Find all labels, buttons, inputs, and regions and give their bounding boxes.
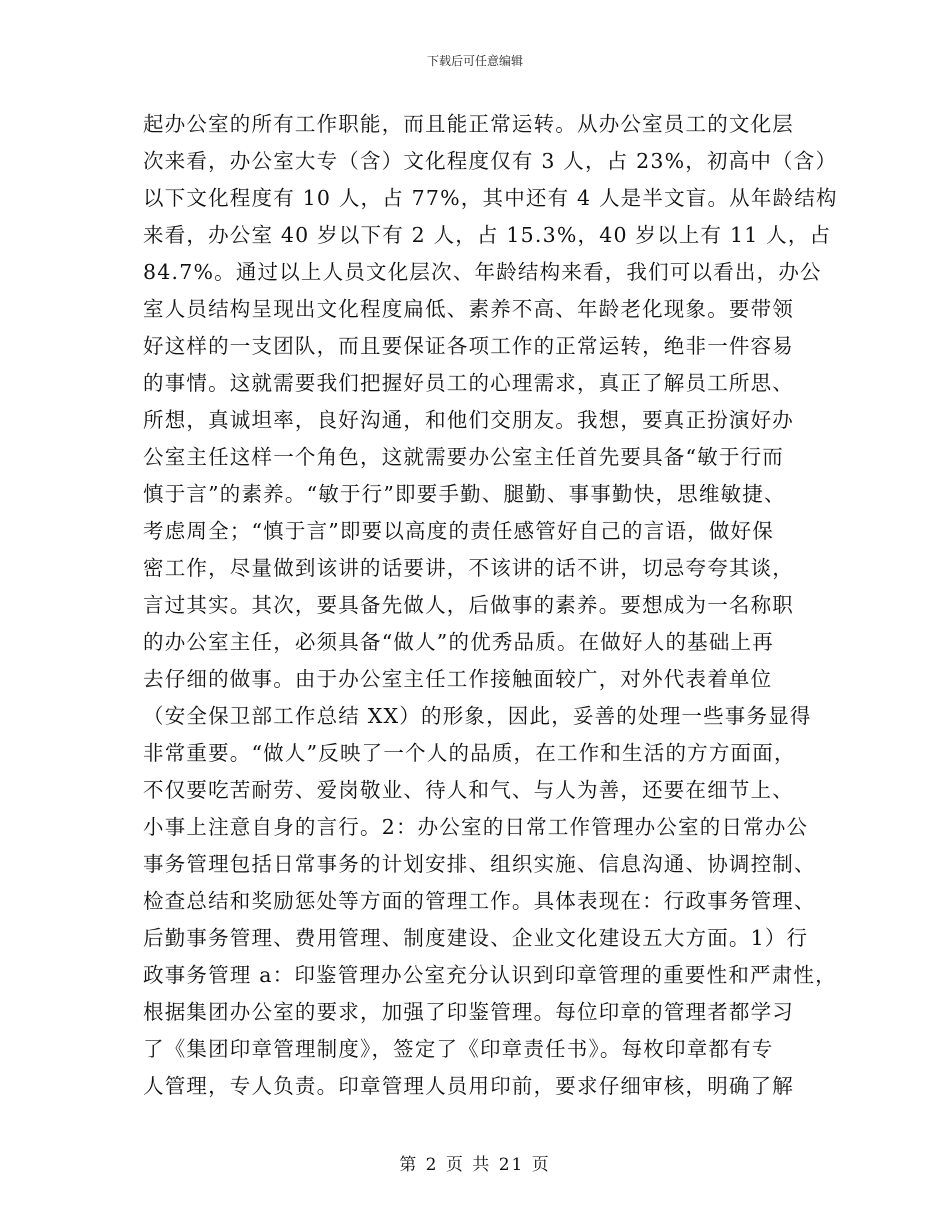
body-line: 的办公室主任，必须具备“做人”的优秀品质。在做好人的基础上再 [143,630,774,654]
body-line: 考虑周全；“慎于言”即要以高度的责任感管好自己的言语，做好保 [143,519,774,543]
body-line: 起办公室的所有工作职能，而且能正常运转。从办公室员工的文化层 [143,112,794,136]
body-line: 室人员结构呈现出文化程度扁低、素养不高、年龄老化现象。要带领 [143,297,794,321]
body-line: 根据集团办公室的要求，加强了印鉴管理。每位印章的管理者都学习 [143,1000,794,1024]
body-line: 的事情。这就需要我们把握好员工的心理需求，真正了解员工所思、 [143,371,794,395]
body-line: 了《集团印章管理制度》，签定了《印章责任书》。每枚印章都有专 [143,1037,774,1061]
body-line: 公室主任这样一个角色，这就需要办公室主任首先要具备“敏于行而 [143,445,784,469]
body-line: 以下文化程度有 10 人，占 77%，其中还有 4 人是半文盲。从年龄结构 [143,186,838,210]
body-line: 言过其实。其次，要具备先做人，后做事的素养。要想成为一名称职 [143,593,794,617]
page-footer: 第 2 页 共 21 页 [399,1155,551,1175]
body-line: 密工作，尽量做到该讲的话要讲，不该讲的话不讲，切忌夸夸其谈， [143,556,794,580]
body-line: 84.7%。通过以上人员文化层次、年龄结构来看，我们可以看出，办公 [143,260,822,284]
body-line: 小事上注意自身的言行。2：办公室的日常工作管理办公室的日常办公 [143,815,809,839]
body-line: 好这样的一支团队，而且要保证各项工作的正常运转，绝非一件容易 [143,334,794,358]
body-line: 所想，真诚坦率，良好沟通，和他们交朋友。我想，要真正扮演好办 [143,408,794,432]
body-line: 来看，办公室 40 岁以下有 2 人，占 15.3%，40 岁以上有 11 人，占 [143,223,832,247]
body-line: （安全保卫部工作总结 XX）的形象，因此，妥善的处理一些事务显得 [143,704,812,728]
body-line: 次来看，办公室大专（含）文化程度仅有 3 人，占 23%，初高中（含） [143,149,838,173]
document-body [143,106,838,1105]
page-header: 下载后可任意编辑 [426,54,523,68]
body-line: 非常重要。“做人”反映了一个人的品质，在工作和生活的方方面面， [143,741,796,765]
body-line: 事务管理包括日常事务的计划安排、组织实施、信息沟通、协调控制、 [143,852,816,876]
body-line: 慎于言”的素养。“敏于行”即要手勤、腿勤、事事勤快，思维敏捷、 [143,482,786,506]
body-line: 后勤事务管理、费用管理、制度建设、企业文化建设五大方面。1）行 [143,926,809,950]
body-line: 不仅要吃苦耐劳、爱岗敬业、待人和气、与人为善，还要在细节上、 [143,778,794,802]
body-line: 检查总结和奖励惩处等方面的管理工作。具体表现在：行政事务管理、 [143,889,816,913]
body-line: 去仔细的做事。由于办公室主任工作接触面较广，对外代表着单位 [143,667,773,691]
body-line: 人管理，专人负责。印章管理人员用印前，要求仔细审核，明确了解 [143,1074,794,1098]
body-line: 政事务管理 a：印鉴管理办公室充分认识到印章管理的重要性和严肃性， [143,963,837,987]
